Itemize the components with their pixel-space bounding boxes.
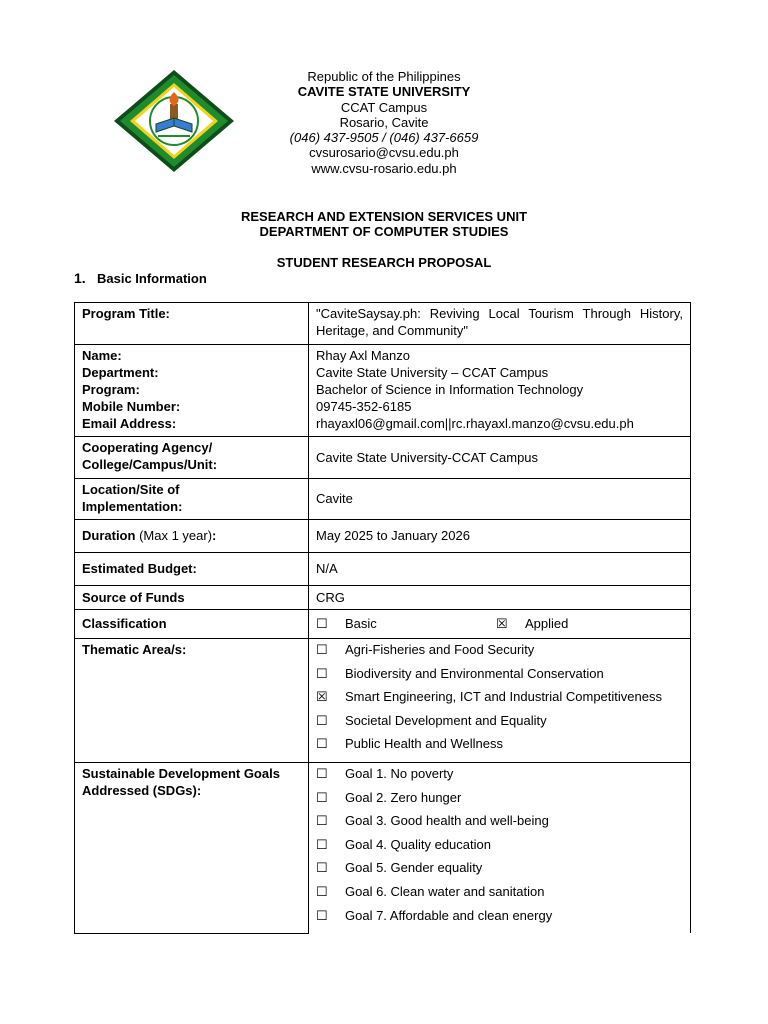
budget-row <box>75 553 691 586</box>
sdg-option <box>316 812 683 836</box>
sdg-option <box>316 836 683 860</box>
classification-option-basic <box>316 615 496 632</box>
mobile-label: Mobile Number: <box>82 399 181 414</box>
classification-options <box>309 610 691 639</box>
duration-note: (Max 1 year) <box>139 528 213 543</box>
department-title: DEPARTMENT OF COMPUTER STUDIES <box>259 224 509 239</box>
thematic-option-label: Societal Development and Equality <box>345 712 547 728</box>
sdg-option <box>316 859 683 883</box>
thematic-checkbox-4[interactable]: ☐ <box>316 712 328 728</box>
sdg-label-line2: Addressed (SDGs): <box>82 782 202 798</box>
program-title-value: "CaviteSaysay.ph: Reviving Local Tourism Through History, Heritage, and Community" <box>309 303 691 345</box>
duration-label-text: Duration <box>82 528 136 543</box>
sdg-checkbox-7[interactable]: ☐ <box>316 907 328 923</box>
budget-label: Estimated Budget: <box>75 553 309 586</box>
sdg-option <box>316 907 683 931</box>
duration-row <box>75 520 691 553</box>
sdg-option-label: Goal 5. Gender equality <box>345 860 483 876</box>
department-value: Cavite State University – CCAT Campus <box>316 365 549 380</box>
location-label <box>75 479 309 520</box>
sdg-checkbox-2[interactable]: ☐ <box>316 789 328 805</box>
email-value: rhayaxl06@gmail.com||rc.rhayaxl.manzo@cvsu.edu.ph <box>316 416 634 431</box>
funds-label: Source of Funds <box>75 586 309 610</box>
sdg-option <box>316 883 683 907</box>
mobile-value: 09745-352-6185 <box>316 399 412 414</box>
funds-row <box>75 586 691 610</box>
sdg-checkbox-1[interactable]: ☐ <box>316 765 328 781</box>
letterhead <box>234 69 534 176</box>
classification-label: Classification <box>75 610 309 639</box>
program-value: Bachelor of Science in Information Technology <box>316 382 584 397</box>
sdg-options <box>309 762 691 933</box>
thematic-area-label: Thematic Area/s: <box>75 639 309 763</box>
thematic-option-label: Agri-Fisheries and Food Security <box>345 642 535 657</box>
classification-checkbox-basic[interactable]: ☐ <box>316 616 328 631</box>
sdg-label-line1: Sustainable Development Goals <box>82 765 280 781</box>
campus-location: Rosario, Cavite <box>339 114 429 130</box>
location-value: Cavite <box>309 479 691 520</box>
program-title-label: Program Title: <box>75 303 309 345</box>
classification-row <box>75 610 691 639</box>
thematic-checkbox-5[interactable]: ☐ <box>316 736 328 752</box>
proponent-labels <box>75 345 309 437</box>
classification-option-label: Basic <box>345 616 377 631</box>
sdg-option-label: Goal 2. Zero hunger <box>345 789 462 805</box>
proponent-row <box>75 345 691 437</box>
republic-line: Republic of the Philippines <box>307 69 461 84</box>
unit-title: RESEARCH AND EXTENSION SERVICES UNIT <box>240 209 528 224</box>
thematic-option-label: Smart Engineering, ICT and Industrial Competitiveness <box>345 689 662 705</box>
campus-name: CCAT Campus <box>340 99 428 115</box>
thematic-checkbox-2[interactable]: ☐ <box>316 665 328 681</box>
proponent-values <box>309 345 691 437</box>
email-label: Email Address: <box>82 416 177 431</box>
contact-email: cvsurosario@cvsu.edu.ph <box>309 145 459 161</box>
thematic-checkbox-3[interactable]: ☒ <box>316 689 328 705</box>
sdg-checkbox-5[interactable]: ☐ <box>316 860 328 876</box>
classification-option-label: Applied <box>525 616 569 631</box>
sdg-checkbox-4[interactable]: ☐ <box>316 836 328 852</box>
sdg-option-label: Goal 1. No poverty <box>345 765 454 781</box>
university-seal-logo <box>112 68 236 174</box>
cooperating-agency-label <box>75 437 309 479</box>
cooperating-agency-value: Cavite State University-CCAT Campus <box>309 437 691 479</box>
duration-value: May 2025 to January 2026 <box>309 520 691 553</box>
website: www.cvsu-rosario.edu.ph <box>311 160 457 176</box>
sdg-option-label: Goal 7. Affordable and clean energy <box>345 907 553 923</box>
name-label: Name: <box>82 348 122 363</box>
thematic-area-row <box>75 639 691 763</box>
section-label: Basic Information <box>97 271 207 286</box>
classification-option-applied <box>496 615 676 632</box>
duration-colon: : <box>212 528 217 543</box>
sdg-option-label: Goal 3. Good health and well-being <box>345 813 549 829</box>
thematic-option <box>316 641 683 665</box>
program-label: Program: <box>82 382 140 397</box>
thematic-option-label: Biodiversity and Environmental Conservation <box>345 665 604 681</box>
thematic-option <box>316 688 683 712</box>
location-row <box>75 479 691 520</box>
thematic-option <box>316 712 683 736</box>
department-label: Department: <box>82 365 159 380</box>
program-title-row <box>75 303 691 345</box>
location-label-line1: Location/Site of <box>82 482 180 497</box>
proposal-form-table <box>74 302 691 934</box>
sdg-checkbox-3[interactable]: ☐ <box>316 813 328 829</box>
location-label-line2: Implementation: <box>82 499 183 514</box>
budget-value: N/A <box>309 553 691 586</box>
sdg-checkbox-6[interactable]: ☐ <box>316 883 328 899</box>
thematic-option <box>316 735 683 759</box>
sdg-label <box>75 762 309 933</box>
section-number: 1. <box>74 270 86 286</box>
duration-label <box>75 520 309 553</box>
sdg-option <box>316 789 683 813</box>
thematic-checkbox-1[interactable]: ☐ <box>316 642 328 657</box>
funds-value: CRG <box>309 586 691 610</box>
thematic-option-label: Public Health and Wellness <box>345 736 504 752</box>
form-title: STUDENT RESEARCH PROPOSAL <box>276 255 492 270</box>
cooperating-label-line2: College/Campus/Unit: <box>82 457 218 472</box>
university-name: CAVITE STATE UNIVERSITY <box>297 84 471 100</box>
cooperating-agency-row <box>75 437 691 479</box>
name-value: Rhay Axl Manzo <box>316 348 410 363</box>
sdg-option-label: Goal 4. Quality education <box>345 836 491 852</box>
sdg-option-label: Goal 6. Clean water and sanitation <box>345 883 545 899</box>
sdg-option <box>316 765 683 789</box>
thematic-area-options <box>309 639 691 763</box>
thematic-option <box>316 665 683 689</box>
classification-checkbox-applied[interactable]: ☒ <box>496 616 508 631</box>
sdg-row <box>75 762 691 933</box>
phone-numbers: (046) 437-9505 / (046) 437-6659 <box>289 130 479 146</box>
cooperating-label-line1: Cooperating Agency/ <box>82 440 213 455</box>
